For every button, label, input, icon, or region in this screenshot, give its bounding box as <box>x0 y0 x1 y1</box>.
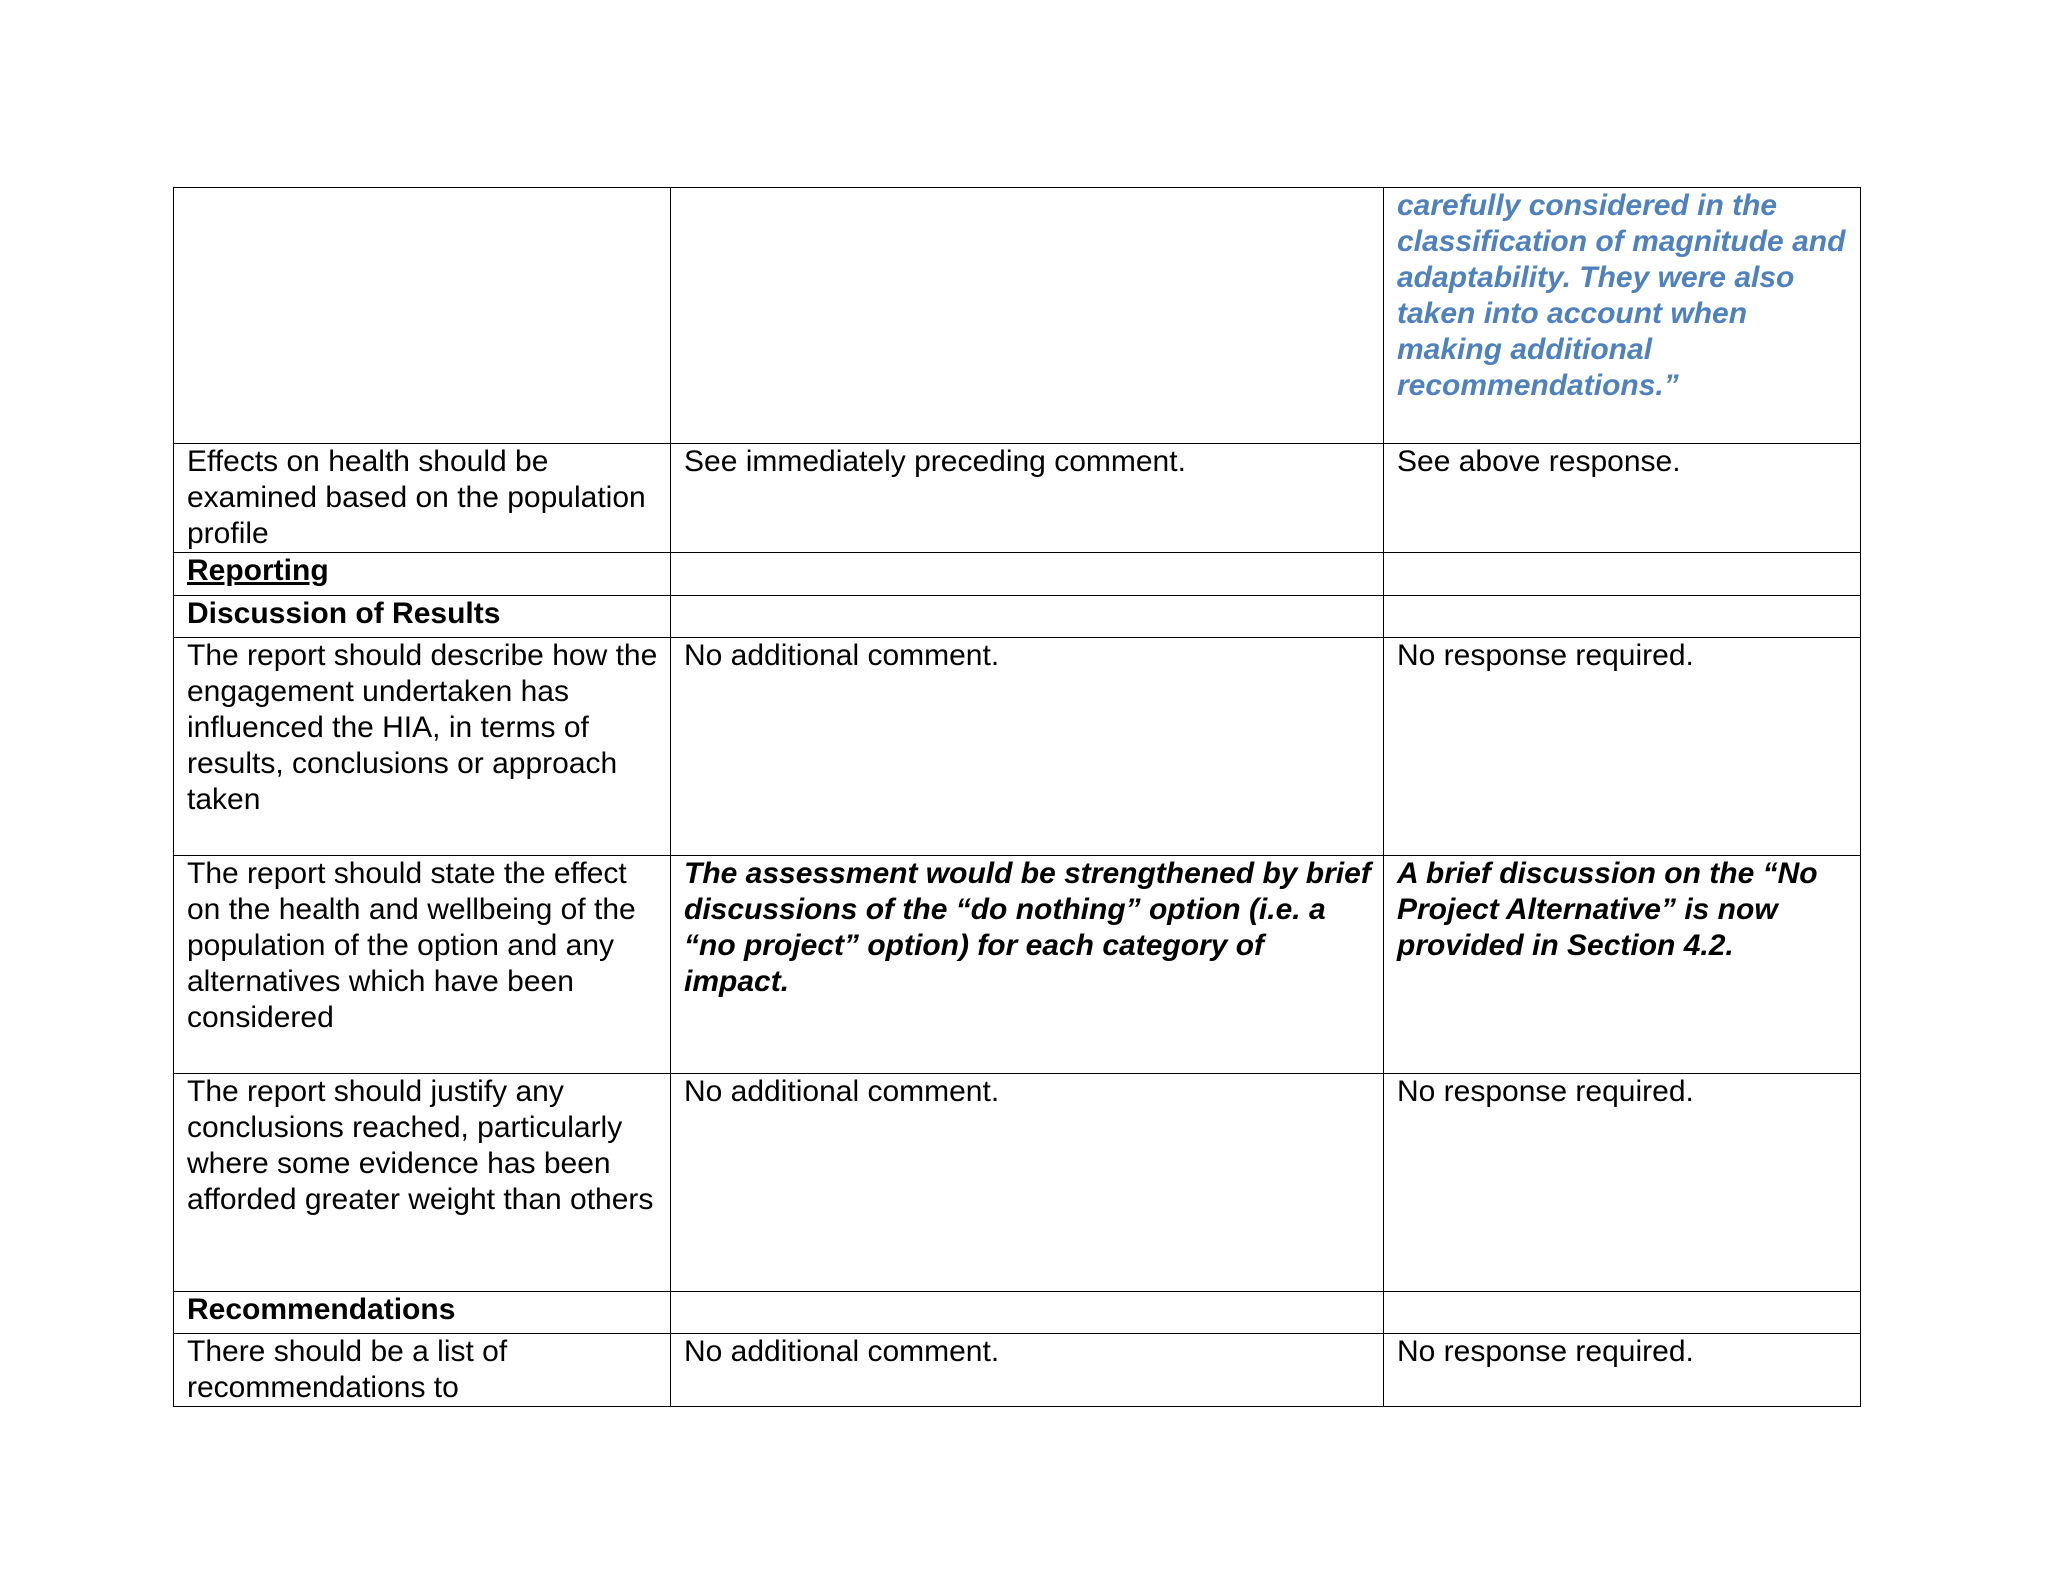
criterion-cell: The report should state the effect on the health and wellbeing of the population of the option and any alternatives which have been considered <box>174 856 671 1074</box>
comment-cell: No additional comment. <box>671 638 1384 856</box>
table-row <box>174 638 1861 856</box>
section-heading-row <box>174 553 1861 596</box>
subsection-heading-recommendations: Recommendations <box>174 1292 671 1334</box>
comment-cell: No additional comment. <box>671 1334 1384 1407</box>
comment-cell <box>671 188 1384 444</box>
criterion-cell: The report should justify any conclusions reached, particularly where some evidence has been afforded greater weight than others <box>174 1074 671 1292</box>
empty-cell <box>671 553 1384 596</box>
section-heading-reporting: Reporting <box>174 553 671 596</box>
response-cell: See above response. <box>1384 444 1861 553</box>
subsection-heading-row <box>174 1292 1861 1334</box>
response-cell: No response required. <box>1384 1334 1861 1407</box>
table-row <box>174 856 1861 1074</box>
criterion-cell <box>174 188 671 444</box>
empty-cell <box>671 596 1384 638</box>
table-row <box>174 188 1861 444</box>
table-row <box>174 1074 1861 1292</box>
subsection-heading-discussion: Discussion of Results <box>174 596 671 638</box>
subsection-heading-row <box>174 596 1861 638</box>
comment-cell: See immediately preceding comment. <box>671 444 1384 553</box>
criterion-cell: The report should describe how the engagement undertaken has influenced the HIA, in terms of results, conclusions or approach taken <box>174 638 671 856</box>
empty-cell <box>1384 553 1861 596</box>
criterion-cell: Effects on health should be examined based on the population profile <box>174 444 671 553</box>
response-cell: No response required. <box>1384 1074 1861 1292</box>
empty-cell <box>671 1292 1384 1334</box>
response-cell: carefully considered in the classification of magnitude and adaptability. They were also taken into account when making additional recommendations.” <box>1384 188 1861 444</box>
review-table <box>173 187 1861 1407</box>
table-row <box>174 1334 1861 1407</box>
comment-cell: No additional comment. <box>671 1074 1384 1292</box>
response-cell: A brief discussion on the “No Project Alternative” is now provided in Section 4.2. <box>1384 856 1861 1074</box>
comment-cell: The assessment would be strengthened by brief discussions of the “do nothing” option (i.e. a “no project” option) for each category of impact. <box>671 856 1384 1074</box>
table-row <box>174 444 1861 553</box>
criterion-cell: There should be a list of recommendations to <box>174 1334 671 1407</box>
empty-cell <box>1384 596 1861 638</box>
response-cell: No response required. <box>1384 638 1861 856</box>
empty-cell <box>1384 1292 1861 1334</box>
